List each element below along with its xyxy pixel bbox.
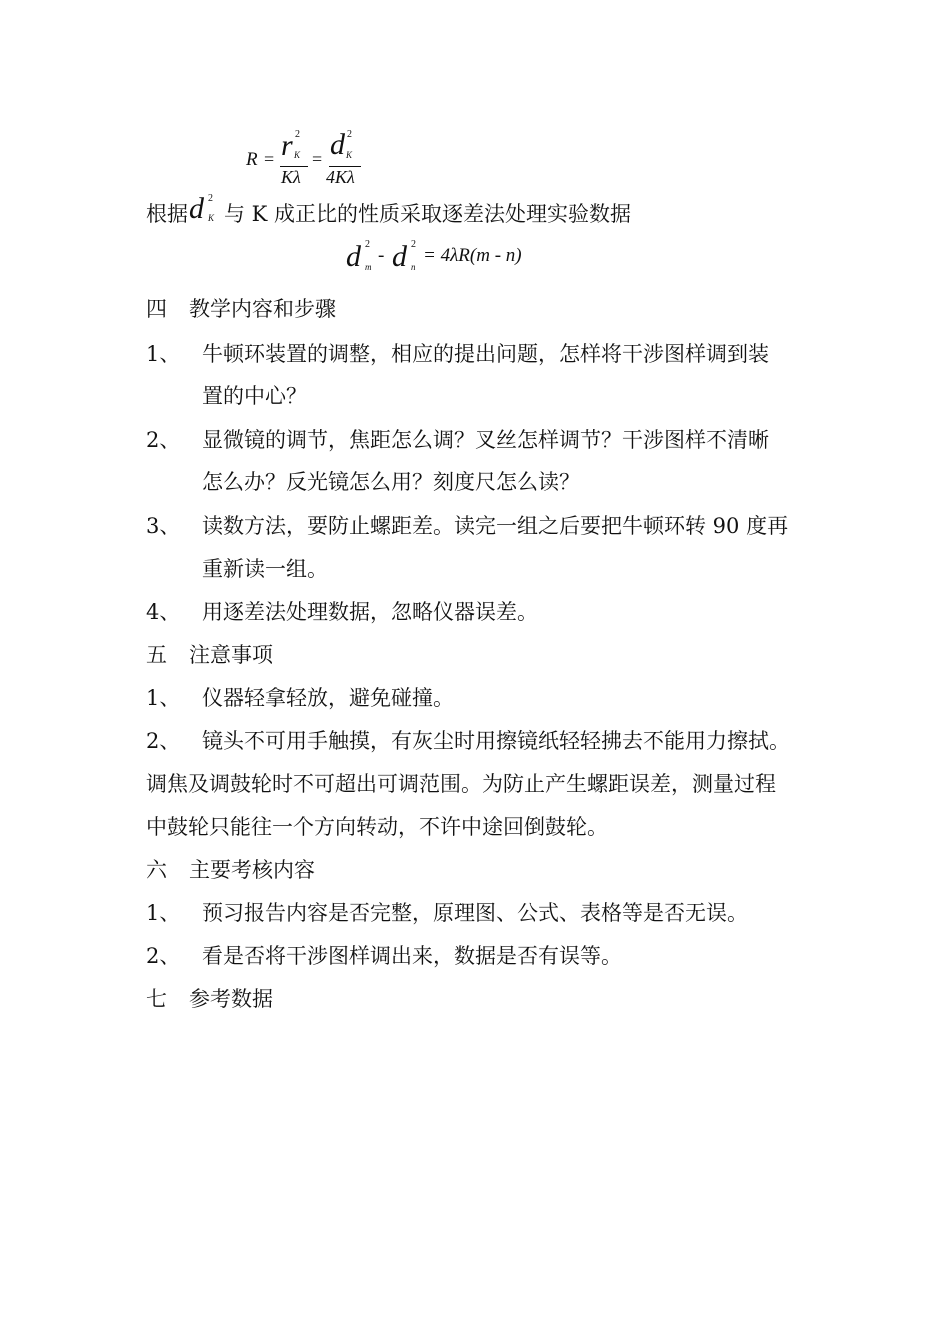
section4-item4-line1: 用逐差法处理数据，忽略仪器误差。 (202, 600, 538, 624)
section5-item1-number: 1、 (146, 686, 181, 710)
section4-item3-number: 3、 (146, 514, 181, 538)
formula2-d1-sub: m (365, 262, 372, 272)
section4-item2-number: 2、 (146, 428, 181, 452)
intro-suffix: 与 K 成正比的性质采取逐差法处理实验数据 (224, 202, 632, 226)
formula1-num1-sub: K (294, 150, 301, 160)
section4-item1-number: 1、 (146, 342, 181, 366)
section6-number: 六 (146, 858, 167, 882)
formula1-num2-base: d (330, 128, 345, 161)
section5-item2-line1: 镜头不可用手触摸，有灰尘时用擦镜纸轻轻拂去不能用力擦拭。 (202, 729, 790, 753)
section7-number: 七 (146, 987, 167, 1011)
formula1-den2: 4Kλ (326, 167, 355, 187)
section4-item3-line1: 读数方法，要防止螺距差。读完一组之后要把牛顿环转 90 度再 (202, 514, 789, 538)
section6-item1-text: 预习报告内容是否完整，原理图、公式、表格等是否无误。 (202, 901, 748, 925)
section6-item2-text: 看是否将干涉图样调出来，数据是否有误等。 (202, 944, 622, 968)
formula2-d2-sup: 2 (411, 239, 416, 250)
section6-item2-number: 2、 (146, 944, 181, 968)
section5-item2-line3: 中鼓轮只能往一个方向转动，不许中途回倒鼓轮。 (146, 815, 608, 839)
formula2-d2-base: d (392, 240, 407, 273)
section5-item2-line2: 调焦及调鼓轮时不可超出可调范围。为防止产生螺距误差，测量过程 (146, 772, 776, 796)
formula2-d1-sup: 2 (365, 239, 370, 250)
section4-title: 教学内容和步骤 (189, 297, 336, 321)
formula2-d1-base: d (346, 240, 361, 273)
formula1-num2-sup: 2 (347, 129, 352, 140)
section5-title: 注意事项 (189, 643, 273, 667)
intro-symbol-sup: 2 (208, 193, 213, 204)
formula2-d2-sub: n (411, 262, 416, 272)
formula1-num1-base: r (281, 129, 293, 162)
section4-item3-line2: 重新读一组。 (202, 557, 328, 581)
formula1-num1-sup: 2 (295, 129, 300, 140)
formula1-lhs: R (246, 149, 258, 170)
formula1-num2-sub: K (346, 150, 353, 160)
section4-item2-line2: 怎么办？反光镜怎么用？刻度尺怎么读？ (202, 470, 580, 494)
section4-item4-number: 4、 (146, 600, 181, 624)
formula1-equals-2: = (312, 149, 323, 169)
section5-item1-text: 仪器轻拿轻放，避免碰撞。 (202, 686, 454, 710)
section5-number: 五 (146, 643, 167, 667)
formula1-den1: Kλ (281, 167, 301, 187)
section4-number: 四 (146, 297, 167, 321)
section7-title: 参考数据 (189, 987, 273, 1011)
section4-item1-line2: 置的中心？ (202, 384, 307, 408)
formula2-rhs: = 4λR(m - n) (423, 245, 522, 266)
section4-item2-line1: 显微镜的调节，焦距怎么调？叉丝怎样调节？干涉图样不清晰 (202, 428, 769, 452)
section6-item1-number: 1、 (146, 901, 181, 925)
intro-symbol-sub: K (208, 213, 215, 223)
formula1-equals: = (264, 149, 275, 169)
section6-title: 主要考核内容 (189, 858, 315, 882)
intro-prefix: 根据 (146, 202, 188, 226)
section4-item1-line1: 牛顿环装置的调整，相应的提出问题，怎样将干涉图样调到装 (202, 342, 769, 366)
formula2-minus: - (378, 245, 385, 266)
section5-item2-number: 2、 (146, 729, 181, 753)
intro-symbol-base: d (189, 192, 204, 225)
